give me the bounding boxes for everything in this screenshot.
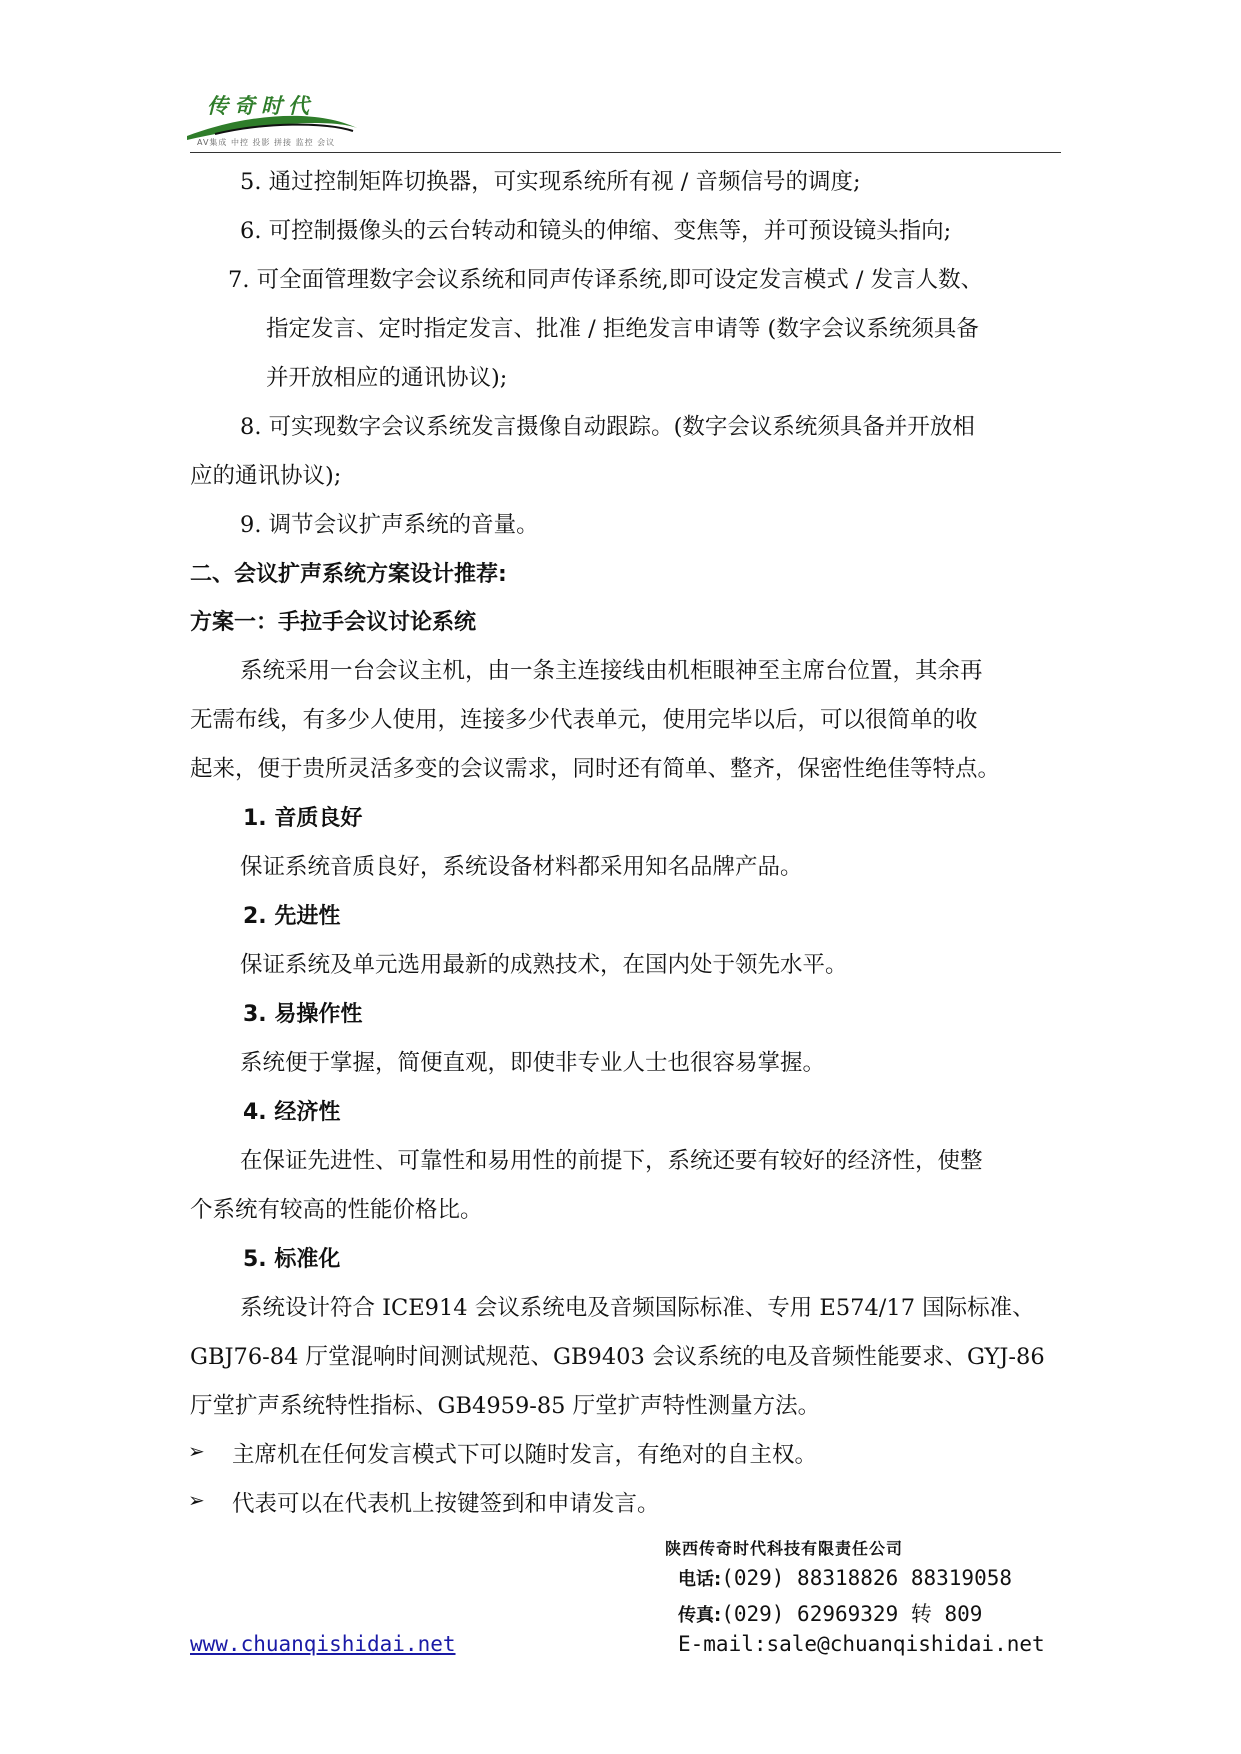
plan-paragraph-line3: 起来，便于贵所灵活多变的会议需求，同时还有简单、整齐，保密性绝佳等特点。 <box>190 756 1001 782</box>
plan-paragraph-line1: 系统采用一台会议主机，由一条主连接线由机柜眼神至主席台位置，其余再 <box>240 658 983 684</box>
list-item-6: 6. 可控制摄像头的云台转动和镜头的伸缩、变焦等，并可预设镜头指向; <box>240 218 952 244</box>
footer-phone <box>678 1565 1012 1591</box>
feature-title-4: 4. 经济性 <box>243 1100 341 1125</box>
logo-title: 传奇时代 <box>207 94 315 118</box>
bullet-item-1: 主席机在任何发言模式下可以随时发言，有绝对的自主权。 <box>232 1442 818 1468</box>
feature-text-1: 保证系统音质良好，系统设备材料都采用知名品牌产品。 <box>240 854 803 880</box>
footer-email: E-mail:sale@chuanqishidai.net <box>678 1632 1045 1656</box>
fax-value: (029) 62969329 转 809 <box>721 1602 983 1626</box>
footer-fax <box>678 1598 982 1628</box>
list-item-7-line1: 7. 可全面管理数字会议系统和同声传译系统,即可设定发言模式 / 发言人数、 <box>228 267 984 293</box>
list-item-7-line2: 指定发言、定时指定发言、批准 / 拒绝发言申请等 (数字会议系统须具备 <box>266 316 979 342</box>
website-link[interactable]: www.chuanqishidai.net <box>190 1632 456 1656</box>
feature-title-2: 2. 先进性 <box>243 904 341 929</box>
feature-text-5-line3: 厅堂扩声系统特性指标、GB4959-85 厅堂扩声特性测量方法。 <box>190 1393 821 1419</box>
feature-text-2: 保证系统及单元选用最新的成熟技术，在国内处于领先水平。 <box>240 952 848 978</box>
section-heading: 二、会议扩声系统方案设计推荐: <box>190 562 507 587</box>
feature-text-4-line1: 在保证先进性、可靠性和易用性的前提下，系统还要有较好的经济性，使整 <box>240 1148 983 1174</box>
fax-label: 传真: <box>678 1605 722 1626</box>
list-item-8-line1: 8. 可实现数字会议系统发言摄像自动跟踪。(数字会议系统须具备并开放相 <box>240 414 975 440</box>
list-item-5: 5. 通过控制矩阵切换器，可实现系统所有视 / 音频信号的调度; <box>240 169 861 195</box>
feature-title-3: 3. 易操作性 <box>243 1002 363 1027</box>
feature-title-1: 1. 音质良好 <box>243 806 363 831</box>
feature-text-4-line2: 个系统有较高的性能价格比。 <box>190 1197 483 1223</box>
list-item-9: 9. 调节会议扩声系统的音量。 <box>240 512 539 538</box>
bullet-item-2: 代表可以在代表机上按键签到和申请发言。 <box>232 1491 660 1517</box>
plan-paragraph-line2: 无需布线，有多少人使用，连接多少代表单元，使用完毕以后，可以很简单的收 <box>190 707 978 733</box>
bullet-arrow-icon: ➢ <box>188 1488 205 1512</box>
feature-text-5-line2: GBJ76-84 厅堂混响时间测试规范、GB9403 会议系统的电及音频性能要求、GYJ-86 <box>190 1344 1045 1370</box>
list-item-7-line3: 并开放相应的通讯协议); <box>266 365 508 391</box>
feature-text-5-line1: 系统设计符合 ICE914 会议系统电及音频国际标准、专用 E574/17 国际标准、 <box>240 1295 1035 1321</box>
bullet-arrow-icon: ➢ <box>188 1439 205 1463</box>
footer-company-name: 陕西传奇时代科技有限责任公司 <box>665 1539 904 1558</box>
company-logo <box>185 84 395 154</box>
feature-text-3: 系统便于掌握，简便直观，即使非专业人士也很容易掌握。 <box>240 1050 826 1076</box>
logo-subtitle: AV集成 中控 投影 拼接 监控 会议 <box>197 138 336 147</box>
list-item-8-line2: 应的通讯协议); <box>190 463 342 489</box>
phone-label: 电话: <box>678 1569 722 1590</box>
plan-heading: 方案一：手拉手会议讨论系统 <box>190 610 477 635</box>
phone-value: (029) 88318826 88319058 <box>721 1566 1012 1590</box>
header-divider <box>190 152 1061 153</box>
feature-title-5: 5. 标准化 <box>243 1247 341 1272</box>
